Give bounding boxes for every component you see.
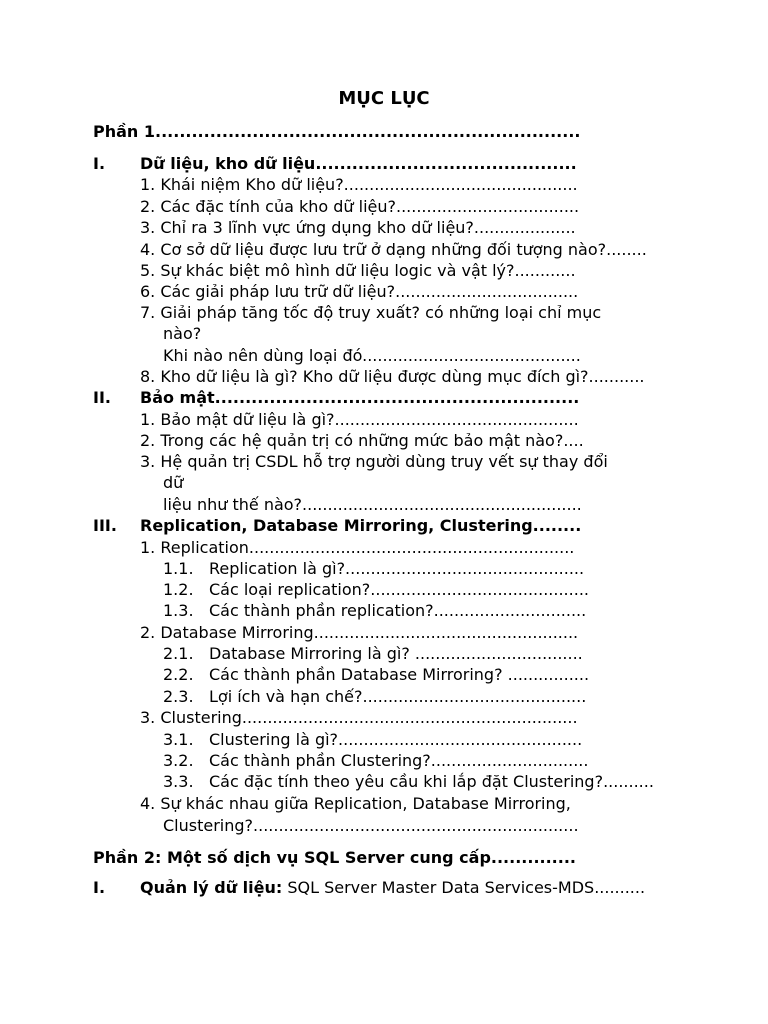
toc-item[interactable]: 1. Khái niệm Kho dữ liệu?.............................................. — [140, 175, 578, 194]
toc-section-title[interactable]: Replication, Database Mirroring, Clustering........ — [140, 516, 582, 535]
toc-section-entry[interactable] — [140, 878, 645, 898]
toc-subitem[interactable]: Các loại replication?........................................... — [209, 580, 589, 599]
toc-section-number: III. — [93, 516, 117, 535]
toc-subitem-number: 2.2. — [163, 665, 194, 684]
toc-subitem-number: 1.1. — [163, 559, 194, 578]
toc-item[interactable]: 1. Bảo mật dữ liệu là gì?................................................ — [140, 410, 579, 429]
toc-item[interactable]: 3. Hệ quản trị CSDL hỗ trợ người dùng truy vết sự thay đổi — [140, 452, 608, 471]
toc-part-1[interactable]: Phần 1...................................................................... — [93, 122, 581, 141]
toc-subitem[interactable]: Lợi ích và hạn chế?............................................ — [209, 687, 587, 706]
toc-subitem-number: 1.3. — [163, 601, 194, 620]
toc-item-continuation: dữ — [163, 473, 184, 492]
toc-subitem-number: 3.3. — [163, 772, 194, 791]
toc-item-continuation[interactable]: Khi nào nên dùng loại đó........................................... — [163, 346, 581, 365]
toc-section-description: SQL Server Master Data Services-MDS.......... — [282, 878, 646, 897]
toc-item[interactable]: 2. Database Mirroring.................................................... — [140, 623, 579, 642]
toc-subitem-number: 2.3. — [163, 687, 194, 706]
toc-item[interactable]: 4. Cơ sở dữ liệu được lưu trữ ở dạng những đối tượng nào?........ — [140, 240, 647, 259]
page-title: MỤC LỤC — [338, 88, 430, 109]
toc-item[interactable]: 2. Trong các hệ quản trị có những mức bảo mật nào?.... — [140, 431, 584, 450]
toc-section-number: II. — [93, 388, 111, 407]
toc-item-continuation: nào? — [163, 324, 202, 343]
toc-item[interactable]: 1. Replication................................................................ — [140, 538, 575, 557]
toc-subitem-number: 1.2. — [163, 580, 194, 599]
toc-item-continuation[interactable]: Clustering?................................................................ — [163, 816, 579, 835]
toc-item[interactable]: 7. Giải pháp tăng tốc độ truy xuất? có những loại chỉ mục — [140, 303, 602, 322]
toc-subitem[interactable]: Replication là gì?............................................... — [209, 559, 585, 578]
toc-item[interactable]: 3. Clustering.................................................................. — [140, 708, 578, 727]
toc-item[interactable]: 5. Sự khác biệt mô hình dữ liệu logic và vật lý?............ — [140, 261, 576, 280]
toc-section-title: Quản lý dữ liệu: — [140, 878, 283, 897]
toc-item-continuation[interactable]: liệu như thế nào?....................................................... — [163, 495, 582, 514]
toc-subitem-number: 2.1. — [163, 644, 194, 663]
toc-subitem-number: 3.2. — [163, 751, 194, 770]
toc-section-number: I. — [93, 878, 106, 897]
toc-subitem[interactable]: Các thành phần Clustering?............................... — [209, 751, 589, 770]
toc-part-2[interactable]: Phần 2: Một số dịch vụ SQL Server cung cấp.............. — [93, 848, 576, 867]
toc-section-title[interactable]: Bảo mật............................................................ — [140, 388, 580, 407]
toc-subitem[interactable]: Database Mirroring là gì? ................................. — [209, 644, 583, 663]
toc-subitem[interactable]: Các thành phần replication?.............................. — [209, 601, 587, 620]
toc-subitem[interactable]: Các đặc tính theo yêu cầu khi lắp đặt Clustering?.......... — [209, 772, 654, 791]
toc-subitem[interactable]: Clustering là gì?................................................ — [209, 730, 583, 749]
toc-item[interactable]: 8. Kho dữ liệu là gì? Kho dữ liệu được dùng mục đích gì?........... — [140, 367, 645, 386]
toc-item[interactable]: 2. Các đặc tính của kho dữ liệu?.................................... — [140, 197, 580, 216]
toc-item[interactable]: 6. Các giải pháp lưu trữ dữ liệu?.................................... — [140, 282, 579, 301]
toc-item[interactable]: 4. Sự khác nhau giữa Replication, Database Mirroring, — [140, 794, 571, 813]
toc-section-number: I. — [93, 154, 106, 173]
toc-item[interactable]: 3. Chỉ ra 3 lĩnh vực ứng dụng kho dữ liệu?.................... — [140, 218, 576, 237]
toc-subitem-number: 3.1. — [163, 730, 194, 749]
toc-subitem[interactable]: Các thành phần Database Mirroring? ................ — [209, 665, 590, 684]
toc-section-title[interactable]: Dữ liệu, kho dữ liệu........................................... — [140, 154, 577, 173]
